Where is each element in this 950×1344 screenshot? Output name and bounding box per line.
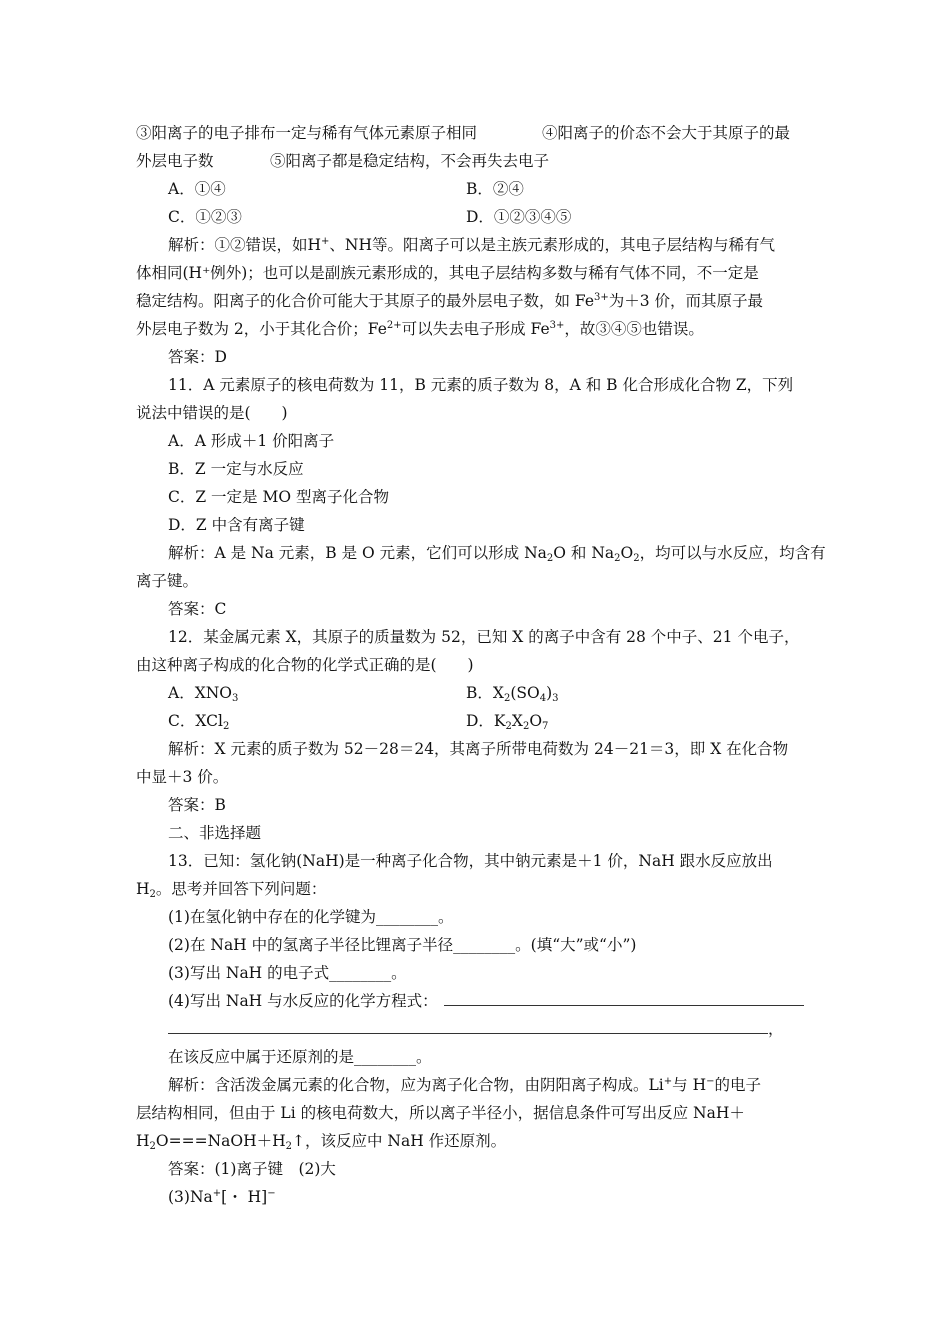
- q12-option-d: D．$K_2X_2O_7$: [466, 712, 549, 732]
- q13-part-4-cont: ，: [168, 1019, 784, 1039]
- q10-option-d: D．①②③④⑤: [466, 208, 572, 226]
- q12-stem-line2: 由这种离子构成的化合物的化学式正确的是( ): [136, 656, 474, 674]
- q13-explanation-line1: 解析：含活泼金属元素的化合物，应为离子化合物，由阴阳离子构成。Li+与 H−的电子: [168, 1076, 762, 1094]
- q13-explanation-line2: 层结构相同，但由于 Li 的核电荷数大，所以离子半径小，据信息条件可写出反应 NaH＋: [136, 1104, 745, 1122]
- section-heading: 二、非选择题: [168, 824, 262, 842]
- q13-part-1: (1)在氢化钠中存在的化学键为________。: [168, 908, 454, 926]
- q12-answer: 答案：B: [168, 796, 226, 814]
- q10-explanation-line3: 稳定结构。阳离子的化合价可能大于其原子的最外层电子数，如 $Fe^{3+}$为＋3 价，而其原子最: [136, 292, 764, 310]
- q13-stem-line1: 13．已知：氢化钠(NaH)是一种离子化合物，其中钠元素是＋1 价，NaH 跟水反应放出: [168, 852, 773, 870]
- q13-part-5: 在该反应中属于还原剂的是________。: [168, 1048, 432, 1066]
- q10-explanation-line4: 外层电子数为 2，小于其化合价；$Fe^{2+}$可以失去电子形成 $Fe^{3+}$，故③④⑤也错误。: [136, 320, 704, 338]
- q13-answer-line1: 答案：(1)离子键 (2)大: [168, 1160, 336, 1178]
- q13-part-3: (3)写出 NaH 的电子式________。: [168, 964, 407, 982]
- q12-stem-line1: 12．某金属元素 X，其原子的质量数为 52，已知 X 的离子中含有 28 个中子、21 个电子，: [168, 628, 800, 646]
- answer-blank[interactable]: ________: [453, 936, 516, 954]
- q10-answer: 答案：D: [168, 348, 227, 366]
- q10-statement-4-cont: 外层电子数: [136, 152, 214, 170]
- q11-option-a: A．A 形成＋1 价阳离子: [168, 432, 335, 450]
- q11-explanation-line2: 离子键。: [136, 572, 199, 590]
- q13-answer-line2: (3)Na+[・ H]−: [168, 1188, 276, 1206]
- q12-option-b: B．$X_2(SO_4)_3$: [466, 684, 559, 704]
- q10-option-c: C．①②③: [168, 208, 242, 226]
- q10-explanation-line2: 体相同(H⁺例外)；也可以是副族元素形成的，其电子层结构多数与稀有气体不同，不一定是: [136, 264, 759, 282]
- answer-line[interactable]: [444, 991, 804, 1006]
- answer-blank[interactable]: ________: [329, 964, 392, 982]
- q13-part-4: (4)写出 NaH 与水反应的化学方程式：: [168, 991, 804, 1011]
- q10-explanation-line1: 解析：①②错误，如H+、NH等。阳离子可以是主族元素形成的，其电子层结构与稀有气: [168, 236, 776, 254]
- q12-explanation-line1: 解析：X 元素的质子数为 52－28＝24，其离子所带电荷数为 24－21＝3，即 X 在化合物: [168, 740, 789, 758]
- answer-blank[interactable]: ________: [375, 908, 438, 926]
- q10-statement-5: ⑤阳离子都是稳定结构，不会再失去电子: [270, 152, 550, 170]
- q11-stem-line2: 说法中错误的是( ): [136, 404, 288, 422]
- q12-option-c: C．XCl$_2$: [168, 712, 230, 732]
- q11-explanation-line1: 解析：A 是 Na 元素，B 是 O 元素，它们可以形成 $Na_2O$ 和 $Na_2O_2$，均可以与水反应，均含有: [168, 544, 826, 564]
- q10-statement-3: ③阳离子的电子排布一定与稀有气体元素原子相同: [136, 124, 478, 142]
- answer-blank[interactable]: ________: [354, 1048, 417, 1066]
- q11-option-c: C．Z 一定是 MO 型离子化合物: [168, 488, 389, 506]
- answer-line[interactable]: [168, 1019, 768, 1034]
- q13-part-2: (2)在 NaH 中的氢离子半径比锂离子半径________。(填“大”或“小”): [168, 936, 637, 954]
- q12-explanation-line2: 中显＋3 价。: [136, 768, 229, 786]
- q11-answer: 答案：C: [168, 600, 227, 618]
- q11-stem-line1: 11．A 元素原子的核电荷数为 11，B 元素的质子数为 8，A 和 B 化合形成化合物 Z，下列: [168, 376, 794, 394]
- q13-explanation-line3: $H_2O===NaOH+H_2↑$，该反应中 NaH 作还原剂。: [136, 1132, 507, 1152]
- q13-stem-line2: $H_2$。思考并回答下列问题：: [136, 880, 327, 900]
- q11-option-d: D．Z 中含有离子键: [168, 516, 305, 534]
- q10-option-b: B．②④: [466, 180, 524, 198]
- q10-option-a: A．①④: [168, 180, 226, 198]
- q11-option-b: B．Z 一定与水反应: [168, 460, 304, 478]
- q12-option-a: A．$XNO_3$: [168, 684, 239, 704]
- q10-statement-4: ④阳离子的价态不会大于其原子的最: [542, 124, 791, 142]
